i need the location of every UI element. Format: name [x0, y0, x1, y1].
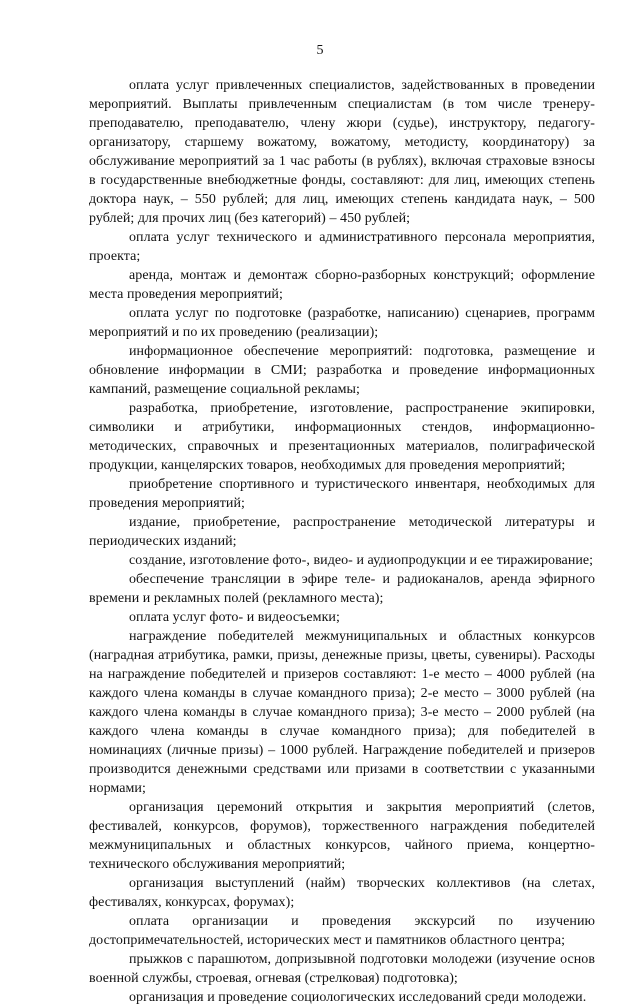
paragraph-specialists-payment: оплата услуг привлеченных специалистов, задействованных в проведении мероприятий. Выплаты привлеченным специалистам (в том числе тренеру-преподавателю, преподавателю, члену жюри (судье), инструктору, педагогу-организатору, старшему вожатому, вожатому, методисту, координатору) за обслуживание мероприятий за 1 час работы (в рублях), включая страховые взносы в государственные внебюджетные фонды, составляют: для лиц, имеющих степень доктора наук, – 550 рублей; для лиц, имеющих степень кандидата наук, – 500 рублей; для прочих лиц (без категорий) – 450 рублей;	[89, 78, 595, 226]
paragraph-sociological-research: организация и проведение социологических исследований среди молодежи.	[129, 990, 587, 1005]
paragraph-sports-inventory: приобретение спортивного и туристического инвентаря, необходимых для проведения мероприятий;	[89, 477, 595, 511]
paragraph-information-support: информационное обеспечение мероприятий: подготовка, размещение и обновление информации в СМИ; разработка и проведение информационных кампаний, размещение социальной рекламы;	[89, 344, 595, 397]
paragraph-awards: награждение победителей межмуниципальных и областных конкурсов (наградная атрибутика, рамки, призы, денежные призы, цветы, сувениры). Расходы на награждение победителей и призеров составляют: 1-е место – 4000 рублей (на каждого члена команды в случае командного приза); 2-е место – 3000 рублей (на каждого члена команды в случае командного приза); 3-е место – 2000 рублей (на каждого члена команды в случае командного приза); для победителей в номинациях (личные призы) – 1000 рублей. Награждение победителей и призеров производится денежными средствами или призами в соответствии с указанными нормами;	[89, 629, 595, 796]
paragraph-ceremonies: организация церемоний открытия и закрытия мероприятий (слетов, фестивалей, конкурсов, форумов), торжественного награждения победителей межмуниципальных и областных конкурсов, чайного приема, концертно-технического обслуживания мероприятий;	[89, 800, 595, 872]
paragraph-constructions-rent: аренда, монтаж и демонтаж сборно-разборных конструкций; оформление места проведения мероприятий;	[89, 268, 595, 302]
paragraph-technical-staff: оплата услуг технического и административного персонала мероприятия, проекта;	[89, 230, 595, 264]
paragraph-equipment-production: разработка, приобретение, изготовление, распространение экипировки, символики и атрибутики, информационных стендов, информационно-методических, справочных и презентационных материалов, полиграфической продукции, канцелярских товаров, необходимых для проведения мероприятий;	[89, 401, 595, 473]
paragraph-excursions: оплата организации и проведения экскурсий по изучению достопримечательностей, исторических мест и памятников областного центра;	[89, 914, 595, 948]
paragraph-media-production: создание, изготовление фото-, видео- и аудиопродукции и ее тиражирование;	[129, 553, 594, 568]
paragraph-parachute-training: прыжков с парашютом, допризывной подготовки молодежи (изучение основ военной службы, строевая, огневая (стрелковая) подготовка);	[89, 952, 595, 986]
paragraph-literature: издание, приобретение, распространение методической литературы и периодических изданий;	[89, 515, 595, 549]
paragraph-creative-groups: организация выступлений (найм) творческих коллективов (на слетах, фестивалях, конкурсах, форумах);	[89, 876, 595, 910]
paragraph-broadcasting: обеспечение трансляции в эфире теле- и радиоканалов, аренда эфирного времени и рекламных полей (рекламного места);	[89, 572, 595, 606]
paragraph-scenarios: оплата услуг по подготовке (разработке, написанию) сценариев, программ мероприятий и по их проведению (реализации);	[89, 306, 595, 340]
page-number: 5	[316, 43, 324, 58]
document-body	[89, 76, 595, 1007]
paragraph-photo-video: оплата услуг фото- и видеосъемки;	[129, 610, 340, 625]
